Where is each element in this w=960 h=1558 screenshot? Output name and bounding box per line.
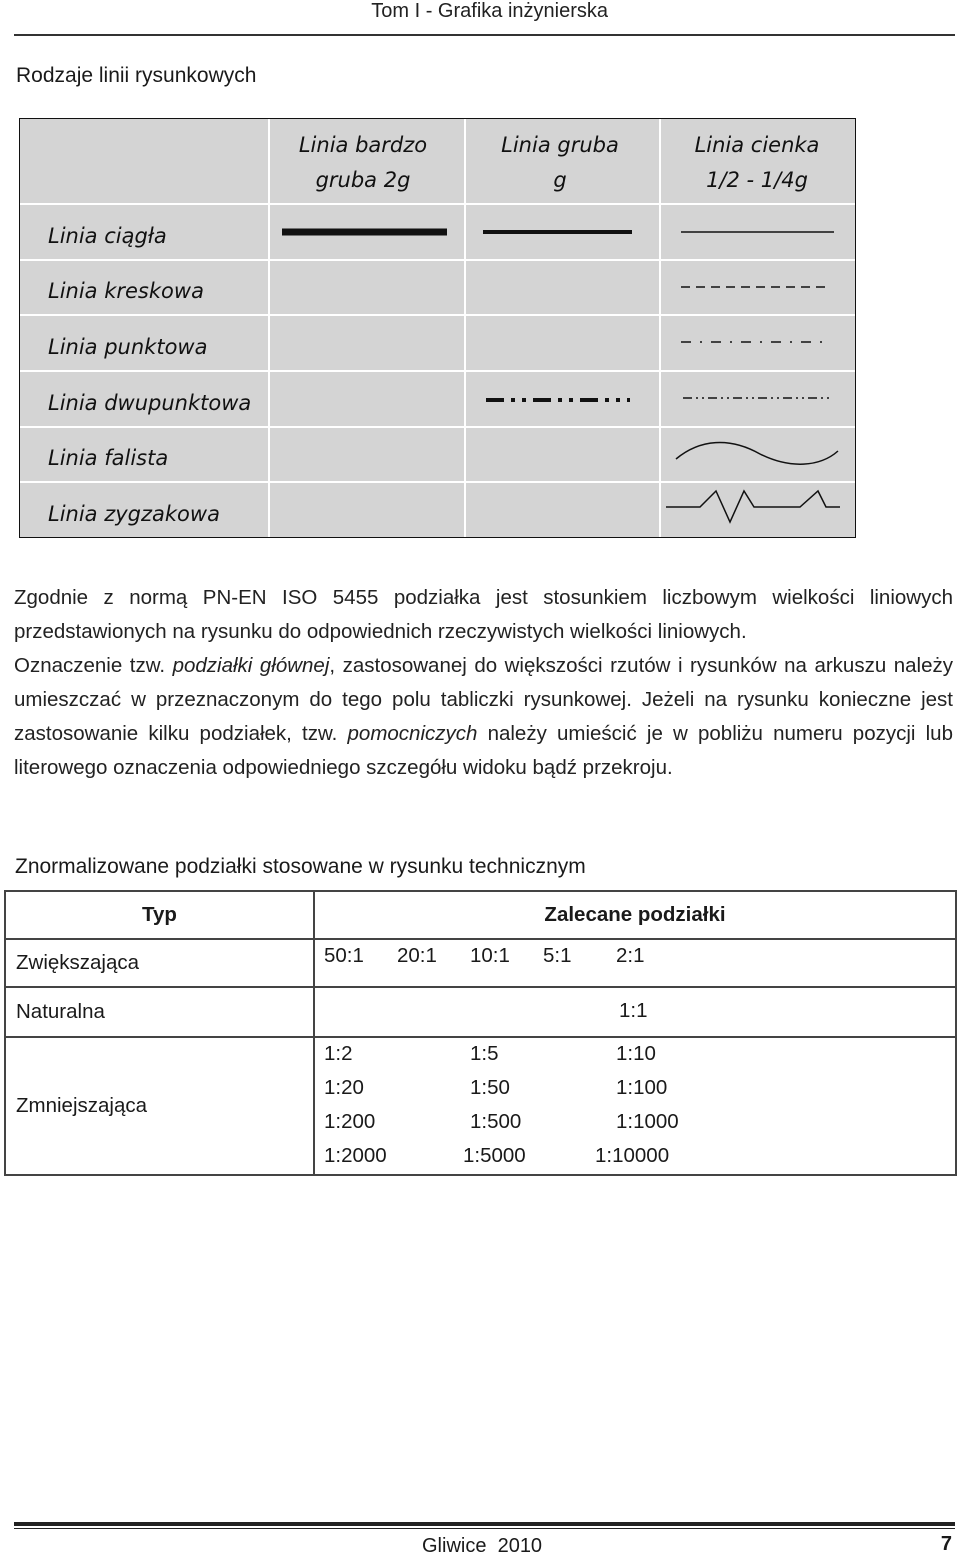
paragraph-1: Zgodnie z normą PN-EN ISO 5455 podziałka jest stosunkiem liczbowym wielkości liniowych przedstawionych na rysunku do odpowiednich rzeczywistych wielkości liniowych.: [14, 586, 953, 643]
scales-section-title: Znormalizowane podziałki stosowane w rysunku technicznym: [15, 855, 586, 878]
header-rule: [14, 34, 955, 36]
footer-rule: [14, 1522, 955, 1526]
emphasis-auxiliary: pomocniczych: [347, 722, 478, 745]
header-type: Typ: [5, 891, 314, 939]
page-header-title: Tom I - Grafika inżynierska: [371, 0, 608, 22]
table-row-increasing: [5, 939, 956, 987]
table-row-natural: [5, 987, 956, 1037]
row-label-dotted: Linia punktowa: [48, 335, 208, 359]
value-natural: 1:1: [314, 987, 956, 1037]
header-recommended: Zalecane podziałki: [314, 891, 956, 939]
paragraph-2: Oznaczenie tzw. podziałki głównej, zastosowanej do większości rzutów i rysunków na arkuszu należy umieszczać w przeznaczonym do tego polu tabliczki rysunkowej. Jeżeli na rysunku konieczne jest zastosowanie kilku podziałek, tzw. pomocniczych należy umieścić je w pobliżu numeru pozycji lub literowego oznaczenia odpowiedniego szczegółu widoku bądź przekroju.: [14, 654, 953, 779]
col-header-thick-2: g: [553, 168, 567, 192]
line-types-figure: [19, 118, 856, 538]
lines-section-title: Rodzaje linii rysunkowych: [16, 64, 257, 87]
row-label-double-dotted: Linia dwupunktowa: [48, 391, 252, 415]
row-label-wavy: Linia falista: [48, 446, 169, 470]
col-header-thick-1: Linia gruba: [501, 133, 619, 157]
label-increasing: Zwiększająca: [5, 939, 314, 987]
row-label-zigzag: Linia zygzakowa: [48, 502, 220, 526]
table-row-decreasing: [5, 1037, 956, 1175]
col-header-very-thick-1: Linia bardzo: [298, 133, 428, 157]
scale-description: [14, 581, 953, 785]
footer-rule-thin: [14, 1528, 955, 1529]
values-decreasing: 1:2 1:5 1:10 1:20 1:50 1:100 1:200 1:500 1:1000 1:2000 1:5000 1:10000: [314, 1037, 956, 1175]
sample-thin-wavy: [676, 443, 838, 465]
emphasis-main-scale: podziałki głównej: [172, 654, 330, 677]
row-label-dashed: Linia kreskowa: [48, 279, 204, 303]
sample-thin-zigzag: [666, 491, 840, 522]
values-increasing: 50:1 20:1 10:1 5:1 2:1: [314, 939, 956, 987]
col-header-very-thick-2: gruba 2g: [315, 168, 411, 192]
footer-place-year: Gliwice 2010: [422, 1535, 543, 1557]
page-number: 7: [940, 1533, 952, 1555]
label-decreasing: Zmniejszająca: [5, 1037, 314, 1175]
col-header-thin-1: Linia cienka: [694, 133, 820, 157]
label-natural: Naturalna: [5, 987, 314, 1037]
scales-table: [4, 890, 957, 1176]
col-header-thin-2: 1/2 - 1/4g: [706, 168, 808, 192]
row-label-continuous: Linia ciągła: [48, 224, 167, 248]
